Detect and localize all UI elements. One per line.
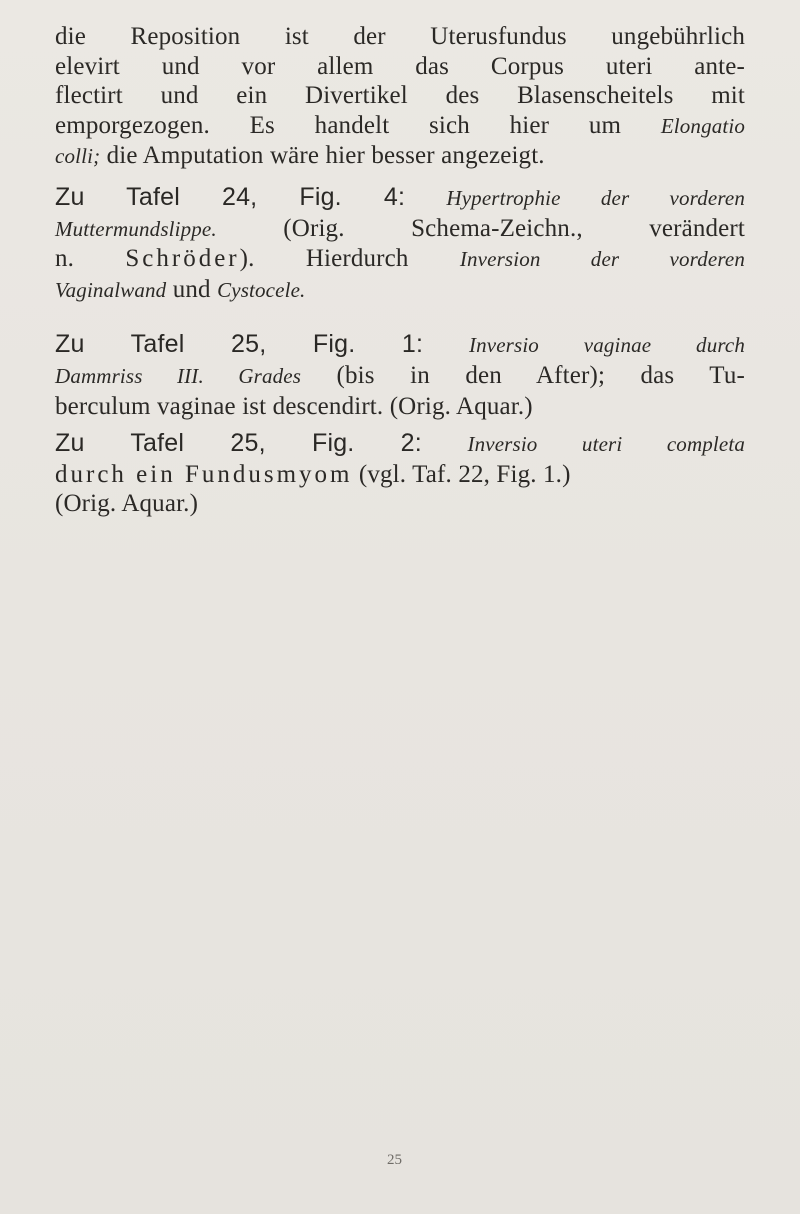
paragraph-1-line-4 [55, 111, 745, 142]
italic-term: Dammriss III. Grades [55, 363, 302, 388]
text-run: ). Hierdurch [239, 245, 460, 273]
italic-term: Inversio uteri completa [467, 432, 746, 457]
text-run: und [166, 275, 218, 303]
italic-term: colli; [55, 144, 101, 169]
paragraph-1-line-1 [55, 22, 745, 52]
text-run: die Amputation wäre hier besser angezeigt. [100, 142, 545, 170]
figure-heading: Zu Tafel 24, Fig. 4: [55, 182, 406, 211]
text-run: n. [55, 245, 126, 273]
page-text [55, 22, 745, 519]
text-run: flectirt und ein Divertikel des Blasenscheitels mit [55, 82, 745, 110]
italic-term: Cystocele. [217, 277, 306, 302]
spaced-phrase: durch ein Fundusmyom [55, 460, 353, 488]
paragraph-4-line-1 [55, 429, 745, 460]
paragraph-3-line-3 [55, 392, 745, 422]
italic-term: Elongatio [660, 113, 745, 138]
paragraph-4-line-3 [55, 489, 745, 519]
text-run: elevirt und vor allem das Corpus uteri ante- [55, 52, 745, 80]
italic-term: Inversio vaginae durch [468, 333, 746, 358]
text-run: (Orig. Schema-Zeichn., verändert [216, 214, 745, 242]
paragraph-1-line-5 [55, 141, 745, 172]
text-run: (Orig. Aquar.) [55, 490, 199, 518]
italic-term: Hypertrophie der vorderen [446, 185, 745, 210]
paragraph-3-line-2 [55, 361, 745, 392]
text-run: (bis in den After); das Tu- [301, 361, 745, 389]
text-run: (vgl. Taf. 22, Fig. 1.) [352, 460, 571, 488]
paragraph-2-line-3 [55, 244, 745, 275]
text-run: berculum vaginae ist descendirt. (Orig. Aquar.) [55, 392, 533, 420]
text-run: emporgezogen. Es handelt sich hier um [55, 111, 661, 139]
paragraph-1-line-3 [55, 81, 745, 111]
page-number: 25 [387, 1152, 402, 1168]
italic-term: Inversion der vorderen [459, 247, 746, 272]
spaced-name: Schröder [125, 245, 240, 273]
paragraph-2-line-4 [55, 275, 745, 306]
paragraph-1-line-2 [55, 52, 745, 82]
paragraph-2-line-2 [55, 214, 745, 245]
paragraph-2-line-1 [55, 183, 745, 214]
text-run: die Reposition ist der Uterusfundus ungebührlich [55, 23, 745, 50]
italic-term: Vaginalwand [55, 277, 167, 302]
figure-heading: Zu Tafel 25, Fig. 2: [55, 429, 422, 458]
figure-heading: Zu Tafel 25, Fig. 1: [55, 330, 424, 359]
paragraph-3-line-1 [55, 330, 745, 361]
italic-term: Muttermundslippe. [55, 216, 217, 241]
paragraph-4-line-2 [55, 460, 745, 490]
